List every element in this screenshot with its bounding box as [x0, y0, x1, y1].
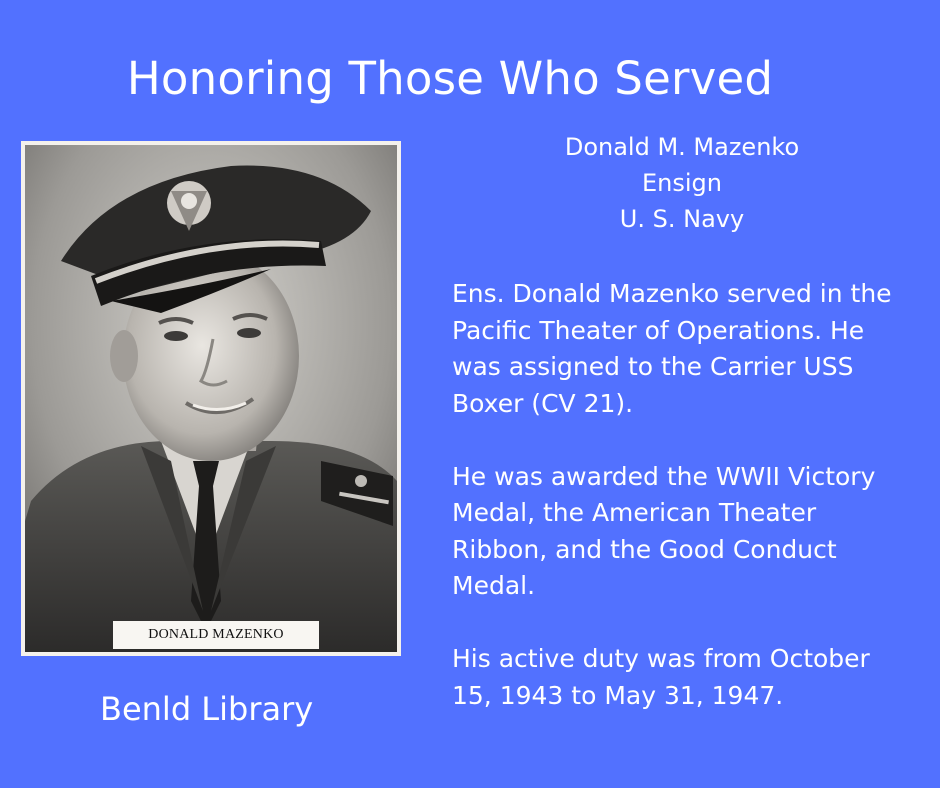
- bio-line: Pacific Theater of Operations. He: [452, 315, 865, 345]
- portrait-image: [21, 141, 401, 656]
- bio-line: Boxer (CV 21).: [452, 388, 634, 418]
- veteran-branch: U. S. Navy: [619, 205, 745, 233]
- page-title: Honoring Those Who Served: [126, 52, 774, 105]
- library-name: Benld Library: [100, 690, 314, 728]
- veteran-info: [452, 129, 912, 237]
- bio-line: Medal, the American Theater: [452, 498, 817, 527]
- bio-paragraph-awards: [452, 459, 922, 605]
- bio-paragraph-duty: [452, 641, 922, 714]
- portrait-photo: [21, 141, 401, 656]
- biography: [452, 276, 922, 751]
- bio-line: Medal.: [452, 571, 536, 600]
- photo-caption: DONALD MAZENKO: [148, 627, 284, 642]
- veteran-rank: Ensign: [642, 169, 722, 197]
- veteran-name: Donald M. Mazenko: [564, 133, 800, 161]
- bio-line: was assigned to the Carrier USS: [452, 352, 854, 381]
- bio-line: He was awarded the WWII Victory: [452, 461, 876, 491]
- bio-line: Ribbon, and the Good Conduct: [452, 534, 837, 564]
- bio-line: His active duty was from October: [452, 644, 870, 673]
- bio-paragraph-service: [452, 276, 922, 422]
- bio-line: 15, 1943 to May 31, 1947.: [452, 680, 784, 710]
- bio-line: Ens. Donald Mazenko served in the: [452, 279, 892, 308]
- photo-caption-strip: [113, 621, 319, 649]
